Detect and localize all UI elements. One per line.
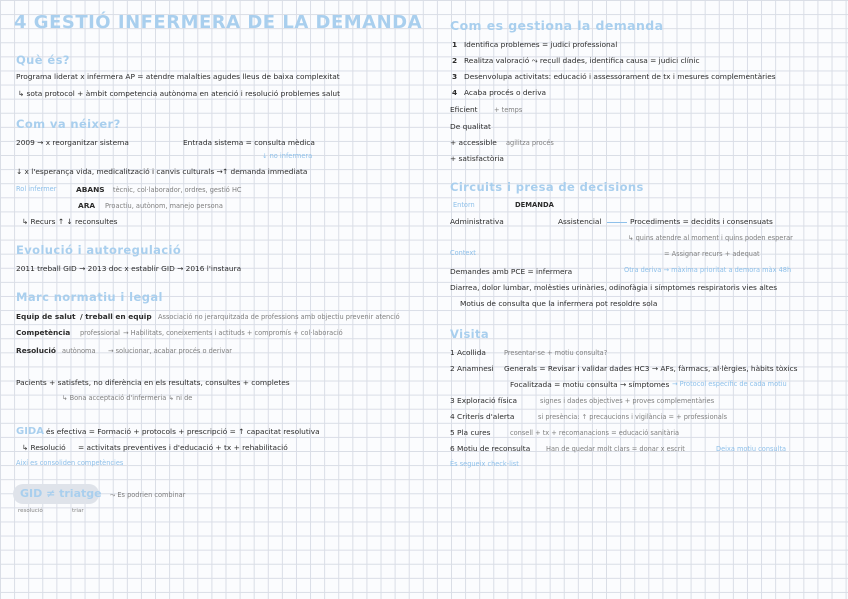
competencia-label: Competència: [16, 328, 71, 337]
competencia-text: → Habilitats, coneixements i actituds + compromís + col·laboració: [123, 329, 343, 337]
neixer-entrada: Entrada sistema = consulta mèdica: [183, 138, 315, 147]
pacients-line: Pacients + satisfets, no diferència en els resultats, consultes + completes: [16, 378, 290, 387]
step-1-num: 1: [452, 40, 458, 49]
rol-ara: ARA: [78, 201, 96, 210]
equip-salut-label: Equip de salut: [16, 312, 76, 321]
que-es-line-2: ↳ sota protocol + àmbit competencia autònoma en atenció i resolució problemes salut: [18, 89, 341, 98]
gid-combinar: ⤳ Es podrien combinar: [110, 491, 186, 499]
rol-abans: ABANS: [76, 185, 105, 194]
circuit-motius-2: Motius de consulta que la infermera pot resoldre sola: [460, 299, 658, 308]
quality-satisfactoria: + satisfactòria: [450, 154, 504, 163]
step-2-text: Realitza valoració ⤳ recull dades, identifica causa = judici clínic: [464, 56, 700, 65]
competencia-sub: professional: [80, 329, 120, 337]
neixer-2009: 2009 → x reorganitzar sistema: [16, 138, 129, 147]
quality-accessible: + accessible: [450, 138, 497, 147]
heading-circuits: Circuits i presa de decisions: [450, 180, 644, 194]
circuit-procediments-3: = Assignar recurs + adequat: [664, 250, 760, 258]
gida-label: GIDA: [16, 426, 44, 437]
quality-accessible-sub: agilitza procés: [506, 139, 554, 147]
visita-exploracio: 3 Exploració física: [450, 396, 518, 405]
rol-infermer: Rol infermer: [16, 185, 57, 193]
equip-salut-text: Associació no jerarquitzada de professions amb objectiu prevenir atenció: [158, 313, 400, 321]
circuit-deriva: Otra deriva → màxima prioritat a demora màx 48h: [624, 266, 792, 274]
resolucio-label: Resolució: [16, 346, 56, 355]
circuit-pce: Demandes amb PCE = infermera: [450, 267, 573, 276]
heading-visita: Visita: [450, 327, 490, 341]
visita-pla-cures-text: consell + tx + recomanacions = educació sanitària: [510, 429, 680, 437]
que-es-line-1: Programa liderat x infermera AP = atendre malalties agudes lleus de baixa complexitat: [16, 72, 340, 81]
gid-sub-triar: triar: [72, 508, 84, 514]
circuit-entorn: Entorn: [453, 201, 475, 209]
rol-recurs: ↳ Recurs ↑ ↓ reconsultes: [22, 217, 118, 226]
rol-abans-text: tècnic, col·laborador, ordres, gestió HC: [113, 186, 242, 194]
visita-anamnesi: 2 Anamnesi: [450, 364, 494, 373]
circuit-context: Context: [450, 249, 476, 257]
visita-exploracio-text: signes i dades objectives + proves complementàries: [540, 397, 715, 405]
heading-com-va-neixer: Com va néixer?: [16, 117, 121, 131]
visita-acollida-text: Presentar-se + motiu consulta?: [504, 349, 608, 357]
circuit-motius: Diarrea, dolor lumbar, molèsties urinàries, odinofàgia i símptomes respiratoris vies altes: [450, 283, 778, 292]
quality-qualitat: De qualitat: [450, 122, 491, 131]
rol-ara-text: Proactiu, autònom, manejo persona: [105, 202, 223, 210]
treball-equip-label: / treball en equip: [80, 312, 152, 321]
circuit-procediments: Procediments = decidits i consensuats: [630, 217, 773, 226]
resolucio-text: → solucionar, acabar procés o derivar: [108, 347, 233, 355]
step-2-num: 2: [452, 56, 458, 65]
heading-marc-normatiu: Marc normatiu i legal: [16, 290, 163, 304]
circuit-procediments-2: ↳ quins atendre al moment i quins poden esperar: [628, 234, 793, 242]
step-4-num: 4: [452, 88, 458, 97]
visita-anamnesi-generals: Generals = Revisar i validar dades HC3 → AFs, fàrmacs, al·lèrgies, hàbits tòxics: [504, 364, 798, 373]
visita-acollida: 1 Acollida: [450, 348, 486, 357]
circuit-administrativa: Administrativa: [450, 217, 504, 226]
arrow-line: [607, 222, 627, 223]
quality-eficient-sub: + temps: [494, 106, 523, 114]
neixer-demanda: ↑ demanda immediata: [222, 167, 308, 176]
neixer-esperanca: ↓ x l'esperança vida, medicalització i canvis culturals →: [16, 167, 223, 176]
neixer-no-infermera: ↓ no infermera: [262, 152, 313, 160]
visita-criteris: 4 Criteris d'alerta: [450, 412, 515, 421]
circuit-demanda: DEMANDA: [515, 201, 554, 209]
page-title: 4 GESTIÓ INFERMERA DE LA DEMANDA: [14, 12, 423, 33]
heading-que-es: Què és?: [16, 53, 70, 67]
step-4-text: Acaba procés o deriva: [464, 88, 547, 97]
evolucio-line: 2011 treball GID → 2013 doc x establir GID → 2016 l'instaura: [16, 264, 242, 273]
visita-protocol: → Protocol específic de cada motiu: [672, 380, 787, 388]
acceptacio-line: ↳ Bona acceptació d'infermeria ↳ ni de: [62, 394, 193, 402]
circuit-assistencial: Assistencial: [558, 217, 602, 226]
heading-com-es-gestiona: Com es gestiona la demanda: [450, 18, 664, 33]
quality-eficient: Eficient: [450, 105, 478, 114]
visita-reconsulta-text: Han de quedar molt clars = donar x escrit: [546, 445, 685, 453]
visita-pla-cures: 5 Pla cures: [450, 428, 491, 437]
step-3-num: 3: [452, 72, 458, 81]
heading-evolucio: Evolució i autoregulació: [16, 243, 182, 257]
gida-consoliden: Així es consoliden competències: [16, 459, 124, 467]
step-3-text: Desenvolupa activitats: educació i assessorament de tx i mesures complementàries: [464, 72, 776, 81]
resolucio-sub: autònoma: [62, 347, 96, 355]
visita-anamnesi-focalitzada: Focalitzada = motiu consulta → símptomes: [510, 380, 670, 389]
visita-reconsulta: 6 Motiu de reconsulta: [450, 444, 531, 453]
visita-criteris-text: si presència: ↑ precaucions i vigilància = + professionals: [538, 413, 728, 421]
gida-resolucio-text: = activitats preventives i d'educació + tx + rehabilitació: [78, 443, 288, 452]
gida-efectiva: és efectiva = Formació + protocols + prescripció = ↑ capacitat resolutiva: [46, 427, 320, 436]
gida-resolucio-label: ↳ Resolució: [22, 443, 66, 452]
visita-checklist: És segueix check-list: [450, 460, 519, 468]
visita-deixa: Deixa motiu consulta: [716, 445, 787, 453]
step-1-text: Identifica problemes = judici professional: [464, 40, 618, 49]
gid-triatge: GID ≠ triatge: [20, 487, 102, 500]
gid-sub-resolucio: resolució: [18, 508, 43, 514]
